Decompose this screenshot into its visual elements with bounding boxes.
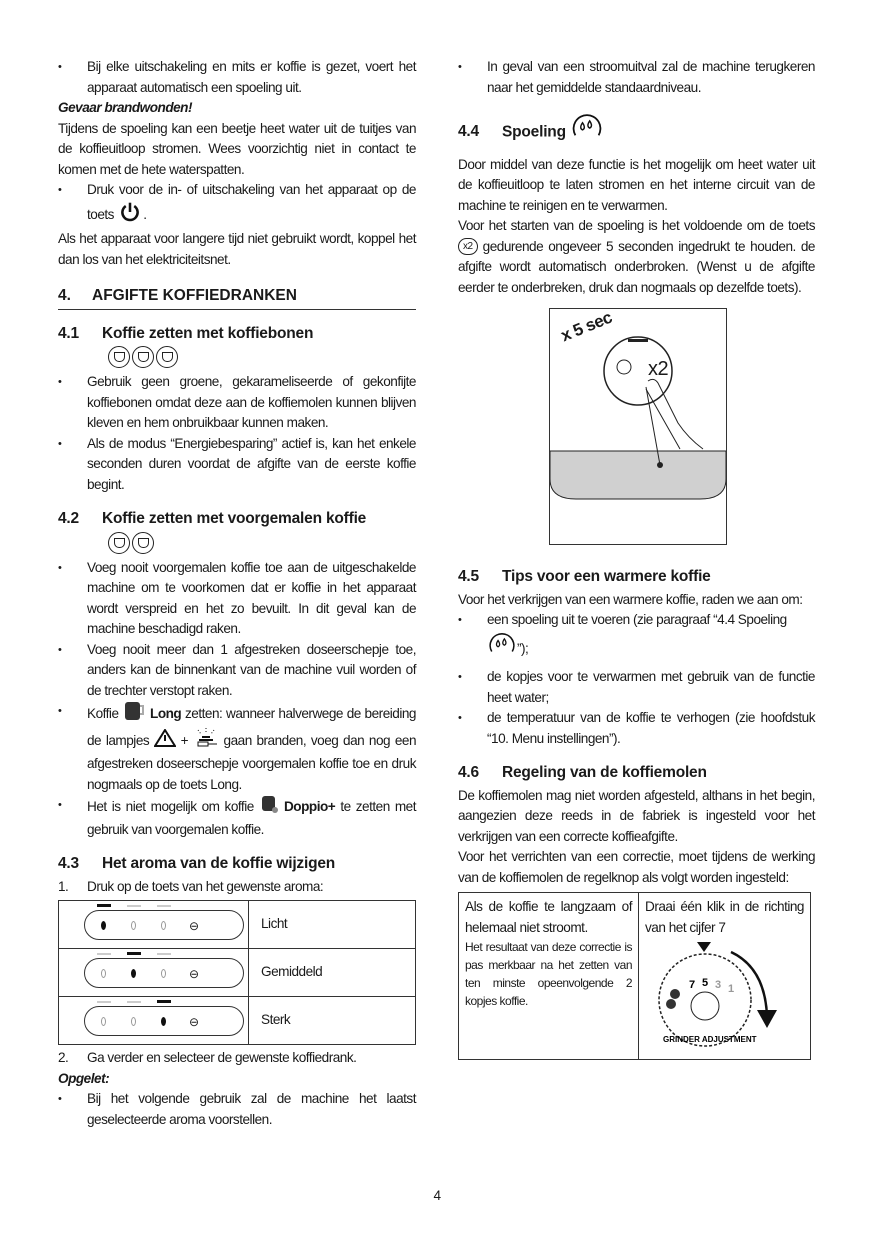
indicator-light <box>97 953 111 955</box>
ground-coffee-icon <box>132 532 154 554</box>
bullet-doppio <box>58 795 416 840</box>
warning-note: Opgelet: <box>58 1070 110 1086</box>
bullet-rinse <box>458 610 815 667</box>
bullet: • Gebruik geen groene, gekarameliseerde of gekonfijte koffiebonen omdat deze aan de koffiemolen kunnen blijven kleven en hem onbruikbaar kunnen maken. <box>58 372 416 434</box>
dial-number: 1 <box>728 983 734 995</box>
cup-icon <box>108 532 130 554</box>
right-column <box>458 57 815 1060</box>
paragraph: Als het apparaat voor langere tijd niet gebruikt wordt, koppel het dan los van het elektriciteitsnet. <box>58 231 416 267</box>
aroma-table <box>58 900 416 1045</box>
beans-icon <box>156 346 178 368</box>
cup-double-icon <box>132 346 154 368</box>
aroma-panel-cell <box>59 949 249 997</box>
title: Koffie zetten met koffiebonen <box>102 324 314 342</box>
dial-number: 3 <box>715 979 721 991</box>
text: zetten: wanneer halverwege de bereiding de lampjes <box>87 705 416 748</box>
x2-label: x2 <box>648 358 669 380</box>
aroma-panel-cell <box>59 997 249 1045</box>
aroma-panel[interactable] <box>84 1006 244 1036</box>
ground-coffee-icon: ⊖ <box>189 1015 199 1029</box>
indicator-light <box>127 1001 141 1003</box>
indicator-light <box>157 905 171 907</box>
note: Het resultaat van deze correctie is pas merkbaar na het zetten van ten minste opeenvolgende 2 kopjes koffie. <box>465 940 632 1008</box>
bullet: • de temperatuur van de koffie te verhogen (zie hoofdstuk “10. Menu instellingen”). <box>458 708 815 749</box>
num: 2. <box>58 1050 69 1065</box>
dial-number: 7 <box>689 979 695 991</box>
bullet: • de kopjes voor te verwarmen met gebruik van de functie heet water; <box>458 667 815 708</box>
indicator-light <box>157 1000 171 1003</box>
action: Draai één klik in de richting van het cijfer 7 <box>645 899 804 935</box>
page-number: 4 <box>433 1188 441 1203</box>
ground-coffee-icon: ⊖ <box>189 919 199 933</box>
heading-4-3 <box>58 854 416 875</box>
text: gedurende ongeveer 5 seconden ingedrukt te houden. de afgifte wordt automatisch onderbroken. (Wenst u de afgifte eerder te onderbreken, druk dan nogmaals op dezelfde toets). <box>458 238 815 295</box>
hand-pressing-button-illustration <box>550 309 726 544</box>
bullet: • In geval van een stroomuitval zal de machine terugkeren naar het gemiddelde standaardniveau. <box>458 57 815 98</box>
dial-label: GRINDER ADJUSTMENT <box>663 1035 757 1044</box>
ground-coffee-lamp-icon <box>193 728 219 755</box>
aroma-row <box>59 949 416 997</box>
paragraph: De koffiemolen mag niet worden afgesteld, althans in het begin, aangezien deze reeds in de fabriek is ingesteld voor het verkrijgen van een correcte koffieafgifte. <box>458 787 815 844</box>
aroma-row <box>59 997 416 1045</box>
num: 4.3 <box>58 855 79 872</box>
num: 4.5 <box>458 568 479 585</box>
text: een spoeling uit te voeren (zie paragraaf “4.4 Spoeling <box>487 612 787 627</box>
heading-4-6 <box>458 763 815 784</box>
ground-coffee-icon: ⊖ <box>189 967 199 981</box>
title: Koffie zetten met voorgemalen koffie <box>102 510 367 527</box>
title: Het aroma van de koffie wijzigen <box>102 855 336 872</box>
title: AFGIFTE KOFFIEDRANKEN <box>92 287 297 304</box>
bullet-power <box>58 180 416 229</box>
indicator-light <box>97 904 111 907</box>
paragraph: Voor het verrichten van een correctie, moet tijdens de werking van de koffiemolen de regelknop als volgt worden ingesteld: <box>458 849 815 885</box>
button-icons <box>58 346 416 368</box>
title: Spoeling <box>502 123 566 141</box>
text: Voor het starten van de spoeling is het voldoende om de toets <box>458 218 815 233</box>
bean-icon <box>131 1017 136 1026</box>
indicator-light <box>157 953 171 955</box>
condition-cell <box>459 893 639 1060</box>
heading-4-5 <box>458 567 815 588</box>
aroma-panel[interactable] <box>84 910 244 940</box>
aroma-label: Gemiddeld <box>249 949 416 997</box>
bean-icon <box>161 969 166 978</box>
aroma-label: Sterk <box>249 997 416 1045</box>
rinse-icon <box>570 112 604 153</box>
bullet: • Bij elke uitschakeling en mits er koffie is gezet, voert het apparaat automatisch een spoeling uit. <box>58 57 416 98</box>
bean-icon <box>101 969 106 978</box>
doppio-label: Doppio+ <box>283 798 336 814</box>
doppio-cup-icon <box>259 795 279 820</box>
paragraph: Tijdens de spoeling kan een beetje heet water uit de tuitjes van de koffieuitloop stromen. Wees voorzichtig niet in contact te komen met de hete waterspatten. <box>58 120 416 177</box>
indicator-light <box>127 952 141 955</box>
plus: + <box>180 732 189 748</box>
step-1 <box>58 877 416 898</box>
button-icons <box>58 532 416 554</box>
num: 4.2 <box>58 510 79 527</box>
heading-4-2 <box>58 509 416 530</box>
bean-icon <box>101 921 106 930</box>
step-2 <box>58 1048 416 1069</box>
text: Druk voor de in- of uitschakeling van het apparaat op de toets <box>87 182 416 222</box>
title: Tips voor een warmere koffie <box>502 568 711 585</box>
grinder-table <box>458 892 811 1060</box>
cup-icon <box>108 346 130 368</box>
title: Regeling van de koffiemolen <box>502 764 707 781</box>
condition: Als de koffie te langzaam of helemaal niet stroomt. <box>465 899 632 935</box>
rinse-x2-button-icon: x2 <box>458 238 478 255</box>
bullet: • Voeg nooit voorgemalen koffie toe aan de uitgeschakelde machine om te voorkomen dat er koffie in het apparaat wordt verspreid en het zo bevuilt. In dit geval kan de machine beschadigd raken. <box>58 558 416 640</box>
rinse-icon <box>487 631 517 668</box>
rinse-figure <box>549 308 727 545</box>
num: 4. <box>58 287 71 304</box>
text: gaan branden, voeg dan nog een afgestreken doseerschepje voorgemalen koffie toe en druk nogmaals op de toets Long. <box>87 732 417 792</box>
power-icon <box>117 201 143 230</box>
indicator-light <box>127 905 141 907</box>
paragraph: Voor het verkrijgen van een warmere koffie, raden we aan om: <box>458 591 803 607</box>
aroma-panel-cell <box>59 901 249 949</box>
indicator-light <box>97 1001 111 1003</box>
bean-icon <box>131 921 136 930</box>
bullet: • Voeg nooit meer dan 1 afgestreken doseerschepje toe, anders kan de binnenkant van de machine vuil worden of de trechter verstopt raken. <box>58 640 416 702</box>
text: Druk op de toets van het gewenste aroma: <box>87 878 324 894</box>
bullet: • Bij het volgende gebruik zal de machine het laatst geselecteerde aroma voorstellen. <box>58 1089 416 1130</box>
aroma-row <box>59 901 416 949</box>
bean-icon <box>161 921 166 930</box>
section-heading-4 <box>58 286 416 310</box>
long-label: Long <box>150 705 182 721</box>
bullet-long <box>58 701 416 795</box>
num: 4.6 <box>458 764 479 781</box>
heading-4-1 <box>58 324 416 345</box>
text: Ga verder en selecteer de gewenste koffiedrank. <box>87 1050 357 1065</box>
text: . <box>143 206 147 222</box>
bean-icon <box>161 1017 166 1026</box>
num: 4.1 <box>58 324 79 342</box>
action-cell <box>639 893 811 1060</box>
dial-number: 5 <box>702 977 708 989</box>
heading-4-4 <box>458 112 815 153</box>
text: ”); <box>517 640 529 656</box>
left-column <box>58 57 416 1130</box>
paragraph: Door middel van deze functie is het mogelijk om heet water uit de koffieuitloop te laten stromen en het interne circuit van de machine te reinigen en te verwarmen. <box>458 156 815 213</box>
grinder-dial-illustration <box>645 938 795 1048</box>
text: Het is niet mogelijk om koffie <box>87 798 254 814</box>
mug-icon <box>122 701 146 728</box>
text: Koffie <box>87 705 119 721</box>
bullet: • Als de modus “Energiebesparing” actief is, kan het enkele seconden duren voordat de afgifte van de eerste koffie begint. <box>58 434 416 496</box>
text: te zetten met gebruik van voorgemalen koffie. <box>87 798 417 837</box>
bean-icon <box>101 1017 106 1026</box>
warning-burns: Gevaar brandwonden! <box>58 100 193 115</box>
warning-icon <box>154 729 176 754</box>
num: 4.4 <box>458 123 479 141</box>
x5sec-label: x 5 sec <box>558 307 615 346</box>
bean-icon <box>131 969 136 978</box>
num: 1. <box>58 878 69 894</box>
paragraph-rinse-start <box>458 216 815 298</box>
aroma-label: Licht <box>249 901 416 949</box>
aroma-panel[interactable] <box>84 958 244 988</box>
